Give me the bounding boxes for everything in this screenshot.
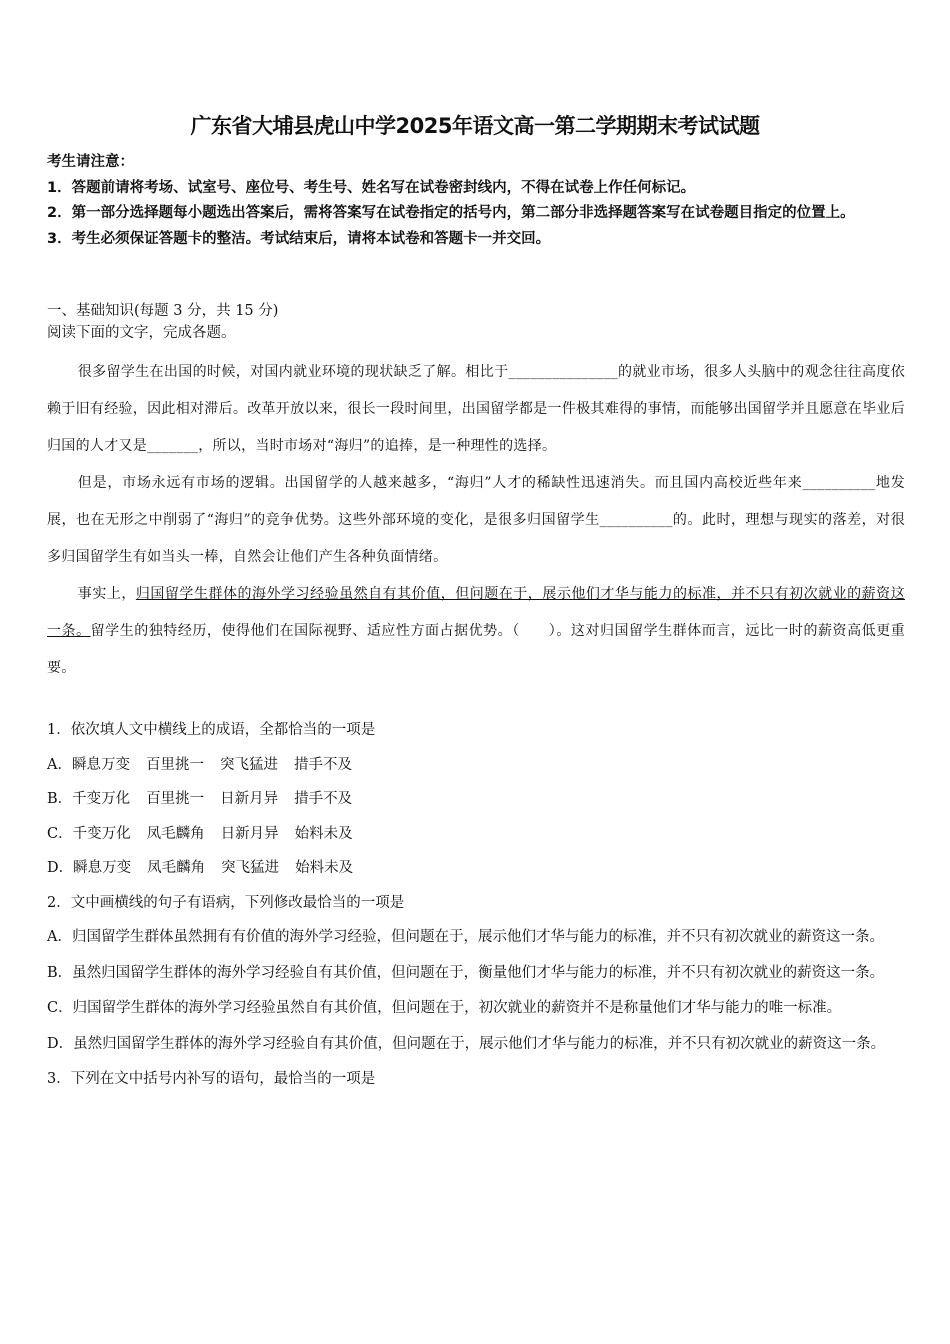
paragraph-prefix: 事实上， <box>77 586 136 602</box>
option-label: A． <box>47 756 72 773</box>
option-term: 瞬息万变 <box>71 756 130 773</box>
option-a[interactable] <box>47 748 905 783</box>
option-term: 始料未及 <box>294 825 353 842</box>
option-d[interactable] <box>47 851 905 886</box>
option-b[interactable] <box>47 782 905 817</box>
question-stem: 3．下列在文中括号内补写的语句，最恰当的一项是 <box>47 1071 376 1087</box>
section-heading: 一、基础知识(每题 3 分，共 15 分) <box>47 303 279 319</box>
question-stem: 2．文中画横线的句子有语病，下列修改最恰当的一项是 <box>47 894 405 911</box>
section-header <box>47 300 905 344</box>
notice-heading: 考生请注意： <box>47 154 134 170</box>
reading-passage <box>47 354 905 687</box>
option-term: 千变万化 <box>72 791 131 807</box>
option-label: C． <box>47 825 73 842</box>
option-label: D． <box>47 860 74 876</box>
option-term: 措手不及 <box>293 756 352 773</box>
question-list <box>47 713 905 1097</box>
candidate-notice <box>47 150 907 252</box>
option-c[interactable] <box>47 817 905 852</box>
option-term: 千变万化 <box>72 825 131 842</box>
section-instruction: 阅读下面的文字，完成各题。 <box>47 325 236 341</box>
option-term: 凤毛麟角 <box>146 825 205 842</box>
page-title: 广东省大埔县虎山中学2025年语文高一第二学期期末考试试题 <box>190 114 760 138</box>
option-c[interactable]: C．归国留学生群体的海外学习经验虽然自有其价值，但问题在于，初次就业的薪资并不是称量他们才华与能力的唯一标准。 <box>47 1000 842 1016</box>
underlined-sentence: 归国留学生群体的海外学习经验虽然自有其价值，但问题在于，展示他们才华与能力的标准，并不只有初次就业的薪资这一条。 <box>47 586 906 639</box>
option-a[interactable]: A．归国留学生群体虽然拥有有价值的海外学习经验，但问题在于，展示他们才华与能力的标准，并不只有初次就业的薪资这一条。 <box>47 929 884 945</box>
passage-paragraph: 很多留学生在出国的时候，对国内就业环境的现状缺乏了解。相比于_______________的就业市场，很多人头脑中的观念往往高度依赖于旧有经验，因此相对滞后。改革开放以来，很长一段时间里，出国留学都是一件极其难得的事情，而能够出国留学并且愿意在毕业后归国的人才又是_______，所以，当时市场对“海归”的追捧，是一种理性的选择。 <box>47 364 905 454</box>
option-label: B． <box>47 791 73 807</box>
option-term: 瞬息万变 <box>73 860 132 876</box>
passage-paragraph: 但是，市场永远有市场的逻辑。出国留学的人越来越多，“海归”人才的稀缺性迅速消失。而且国内高校近些年来__________地发展，也在无形之中削弱了“海归”的竞争优势。这些外部环境的变化，是很多归国留学生__________的。此时，理想与现实的落差，对很多归国留学生有如当头一棒，自然会让他们产生各种负面情绪。 <box>47 475 905 565</box>
notice-item: 1．答题前请将考场、试室号、座位号、考生号、姓名写在试卷密封线内，不得在试卷上作任何标记。 <box>47 179 696 196</box>
option-term: 突飞猛进 <box>221 860 280 876</box>
option-b[interactable]: B．虽然归国留学生群体的海外学习经验自有其价值，但问题在于，衡量他们才华与能力的标准，并不只有初次就业的薪资这一条。 <box>47 964 885 981</box>
notice-item: 2．第一部分选择题每小题选出答案后，需将答案写在试卷指定的括号内，第二部分非选择题答案写在试卷题目指定的位置上。 <box>47 205 855 221</box>
option-term: 凤毛麟角 <box>147 860 206 876</box>
notice-item: 3．考生必须保证答题卡的整洁。考试结束后，请将本试卷和答题卡一并交回。 <box>47 230 551 247</box>
passage-paragraph <box>47 576 905 687</box>
option-term: 日新月异 <box>220 825 279 842</box>
option-d[interactable]: D．虽然归国留学生群体的海外学习经验自有其价值，但问题在于，展示他们才华与能力的标准，并不只有初次就业的薪资这一条。 <box>47 1035 886 1052</box>
option-term: 日新月异 <box>220 791 279 807</box>
question-stem: 1．依次填人文中横线上的成语，全都恰当的一项是 <box>47 722 376 738</box>
option-term: 百里挑一 <box>145 756 204 773</box>
option-term: 措手不及 <box>294 791 353 807</box>
option-term: 始料未及 <box>295 860 354 876</box>
option-term: 突飞猛进 <box>219 756 278 773</box>
paragraph-suffix: 留学生的独特经历，使得他们在国际视野、适应性方面占据优势。（ ）。这对归国留学生群体而言，远比一时的薪资高低更重要。 <box>47 623 905 676</box>
option-term: 百里挑一 <box>146 791 205 807</box>
